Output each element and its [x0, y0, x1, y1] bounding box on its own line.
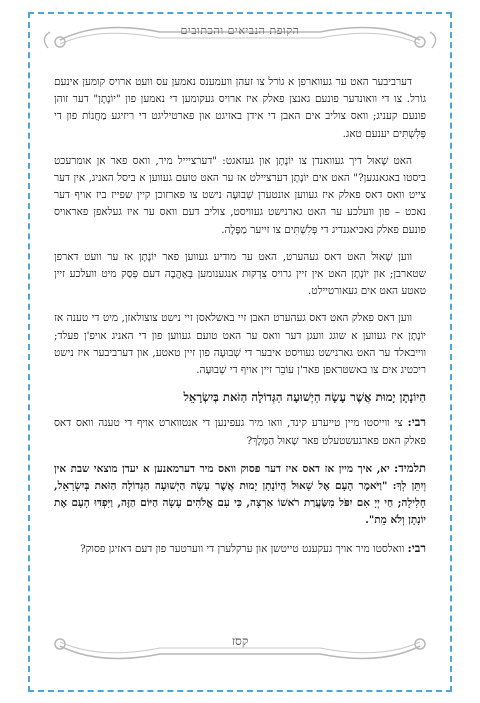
speaker-label: תלמיד:	[393, 460, 426, 475]
dialog-text: צי ווייסטו מיין טייערע קינד, וואו מיר געפינען די אנטווארט אויף די טענה וואס דאס פאלק האט פארגעשטעלט פאר שָׁאוּל הַמֶּלֶךְ?	[54, 417, 426, 447]
paragraph: דערביבער האט ער געווארפן א גוֹרל צו זעהן וועמענס נאמען עס וועט ארויס קומען אינעם גוֹרל. צו די וואונדער פונעם גאנצן פאלק איז ארויס געקומען די נאמען פון "יוֹנָתָן" דער זוהן פונעם קעניג; וואס צוליב אים האבן די אידן באזיגט און פארטיליגט די ריזיגע מַחֲנוֹת פון די פְּלִשְׁתִּים יענעם טאג.	[54, 76, 426, 140]
page-number: קסז	[231, 634, 249, 648]
dialog-line	[54, 460, 426, 530]
dialog-text: יא, איך מיין אז דאס איז דער פסוק וואס מיר דערמאנען א יעדן מוצאי שבת אין וְיִתֵּן לְךָ: "וַיֹּאמֶר הָעָם אֶל שָׁאוּל הֲיוֹנָתָן יָמוּת אֲשֶׁר עָשָׂה הַיְשׁוּעָה הַגְּדוֹלָה הַזֹּאת בְּיִשְׂרָאֵל, חָלִילָה; חַי יְיָ אִם יִפֹּל מִשַּׂעֲרַת רֹאשׁוֹ אַרְצָה, כִּי עִם אֱלֹהִים עָשָׂה הַיּוֹם הַזֶּה, וַיִּפְדּוּ הָעָם אֶת יוֹנָתָן וְלֹא מֵת".	[54, 462, 426, 527]
paragraph: ווען שָׁאוּל האט דאס געהערט, האט ער מודיע געווען פאר יוֹנָתָן אז ער וועט דארפן שטארבן; און יוֹנָתָן האט אין זיין גרויס צִדְקוּת אנגענומען בְּאַהֲבָה דעם פְּסַק מיט וועלכע זיין טאטע האט אים געאורטיילט.	[54, 250, 426, 298]
paragraph: ווען דאס פאלק האט דאס געהערט האבן זיי באשלאסן זיי נישט צוצולאזן, מיט די טענה אז יוֹנָתָן איז געווען א שוגג וועגן דער וואס ער האט טועם געווען פון די האניג אויפ'ן פעלד; ווייבאלד ער האט גארנישט געוויסט איבער די שְׁבוּעָה פון זיין טאטע, און דערביבער איז נישט ריכטיג אים צו באשטראפן פאר'ן עוֹבֵר זיין אויף די שְׁבוּעָה.	[54, 312, 426, 377]
dialog-text: וואלסטו מיר אויך געקענט טייטשן און ערקלערן די ווערטער פון דעם דאזיגן פסוק?	[80, 542, 405, 555]
dialog-line	[54, 540, 426, 558]
paragraph: האט שָׁאוּל דיך געוואנדן צו יוֹנָתָן און געזאגט: "דערציייל מיר, וואס פאר אן אומרעכט ביסטו באגאנגען?" האט אים יוֹנָתָן דערציילט אז ער האט טועם געווען א ביסל האניג, אין דער צייט וואס דאס פאלק איז געווען אונטערן שְׁבוּעָה נישט צו פארזוכן קיין שפייז ביז אויף דער נאכט – פון וועלכע ער האט גארנישט געוויסט, צוליב דעם וואס ער איז געלאפן פאראויס פונעם פאלק נאכיאגנדיג די פְּלִשְׁתִּים צו זייער מַפָּלָה.	[54, 154, 426, 236]
speaker-label: רבי:	[407, 540, 426, 555]
speaker-label: רבי:	[407, 415, 426, 430]
page-content	[54, 74, 426, 568]
header-title: הקופת הנביאים והכתובים	[180, 24, 300, 37]
dialog-line	[54, 414, 426, 449]
section-heading: הַיוֹנָתָן יָמוּת אֲשֶׁר עָשָׂה הַיְשׁוּעָה הַגְּדוֹלָה הַזֹּאת בְּיִשְׂרָאֵל	[183, 390, 426, 405]
